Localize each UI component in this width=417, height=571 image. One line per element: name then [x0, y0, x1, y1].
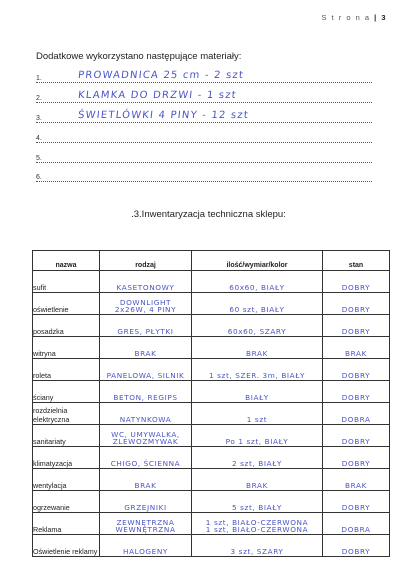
cell-rodzaj: BRAK [100, 469, 192, 491]
cell-nazwa: oświetlenie [33, 293, 100, 315]
cell-ilosc: 60x60, BIAŁY [192, 271, 323, 293]
section-title: .3.Inwentaryzacja techniczna sklepu: [131, 209, 286, 220]
material-number: 2. [36, 95, 42, 102]
table-row [33, 315, 390, 337]
cell-ilosc: Po 1 szt, BIAŁY [192, 425, 323, 447]
cell-stan: DOBRY [323, 271, 390, 293]
table-row [33, 491, 390, 513]
cell-stan: DOBRY [323, 447, 390, 469]
cell-nazwa: Reklama [33, 513, 100, 535]
table-row [33, 403, 390, 425]
cell-rodzaj: PANELOWA, SILNIK [100, 359, 192, 381]
cell-nazwa: roleta [33, 359, 100, 381]
table-row [33, 447, 390, 469]
table-row [33, 425, 390, 447]
cell-ilosc: 1 szt, BIAŁO-CZERWONA 1 szt, BIAŁO-CZERWONA [192, 513, 323, 535]
cell-nazwa: sanitariaty [33, 425, 100, 447]
cell-ilosc: BIAŁY [192, 381, 323, 403]
cell-rodzaj: BETON, REGIPS [100, 381, 192, 403]
header-nazwa: nazwa [33, 251, 100, 271]
cell-stan: DOBRY [323, 315, 390, 337]
inventory-table [32, 250, 390, 557]
material-line-1 [36, 66, 372, 83]
page-number: 3 [381, 13, 387, 22]
cell-rodzaj: NATYNKOWA [100, 403, 192, 425]
material-number: 6. [36, 174, 42, 181]
cell-rodzaj: ZEWNĘTRZNA WEWNĘTRZNA [100, 513, 192, 535]
page-header: S t r o n a | 3 [321, 13, 387, 22]
material-line-3 [36, 106, 372, 123]
cell-ilosc: 60 szt, BIAŁY [192, 293, 323, 315]
cell-stan: DOBRY [323, 535, 390, 557]
cell-ilosc: 1 szt, SZER. 3m, BIAŁY [192, 359, 323, 381]
cell-nazwa: Oświetlenie reklamy [33, 535, 100, 557]
cell-rodzaj: GRZEJNIKI [100, 491, 192, 513]
table-row [33, 359, 390, 381]
header-rodzaj: rodzaj [100, 251, 192, 271]
cell-nazwa: sufit [33, 271, 100, 293]
material-entry: PROWADNICA 25 cm - 2 szt [77, 70, 245, 81]
cell-nazwa: ściany [33, 381, 100, 403]
table-row [33, 535, 390, 557]
cell-stan: DOBRY [323, 293, 390, 315]
cell-ilosc: 5 szt, BIAŁY [192, 491, 323, 513]
header-ilosc: ilość/wymiar/kolor [192, 251, 323, 271]
table-row [33, 381, 390, 403]
cell-rodzaj: BRAK [100, 337, 192, 359]
cell-rodzaj: KASETONOWY [100, 271, 192, 293]
cell-rodzaj: GRES, PŁYTKI [100, 315, 192, 337]
material-number: 4. [36, 135, 42, 142]
materials-title: Dodatkowe wykorzystano następujące materiały: [36, 51, 242, 62]
cell-ilosc: BRAK [192, 469, 323, 491]
cell-stan: DOBRY [323, 425, 390, 447]
cell-ilosc: BRAK [192, 337, 323, 359]
cell-stan: DOBRY [323, 359, 390, 381]
cell-stan: BRAK [323, 469, 390, 491]
cell-nazwa: klimatyzacja [33, 447, 100, 469]
page-label: S t r o n a [321, 13, 371, 22]
cell-nazwa: rozdzielnia elektryczna [33, 403, 100, 425]
cell-stan: DOBRY [323, 491, 390, 513]
cell-nazwa: witryna [33, 337, 100, 359]
material-entry: KLAMKA DO DRZWI - 1 szt [77, 90, 238, 101]
cell-stan: DOBRA [323, 513, 390, 535]
material-number: 3. [36, 115, 42, 122]
cell-rodzaj: DOWNLIGHT 2x26W, 4 PINY [100, 293, 192, 315]
table-row [33, 469, 390, 491]
header-stan: stan [323, 251, 390, 271]
cell-stan: DOBRY [323, 381, 390, 403]
table-row [33, 337, 390, 359]
material-line-4 [36, 126, 372, 143]
cell-ilosc: 1 szt [192, 403, 323, 425]
cell-rodzaj: WC, UMYWALKA, ZLEWOZMYWAK [100, 425, 192, 447]
material-number: 1. [36, 75, 42, 82]
cell-ilosc: 60x60, SZARY [192, 315, 323, 337]
cell-stan: DOBRA [323, 403, 390, 425]
material-number: 5. [36, 155, 42, 162]
table-row [33, 271, 390, 293]
cell-nazwa: wentylacja [33, 469, 100, 491]
material-line-2 [36, 86, 372, 103]
cell-rodzaj: CHIGO, ŚCIENNA [100, 447, 192, 469]
table-row [33, 293, 390, 315]
material-line-6 [36, 165, 372, 182]
cell-ilosc: 3 szt, SZARY [192, 535, 323, 557]
table-header-row [33, 251, 390, 271]
cell-stan: BRAK [323, 337, 390, 359]
cell-rodzaj: HALOGENY [100, 535, 192, 557]
material-line-5 [36, 146, 372, 163]
material-entry: ŚWIETLÓWKI 4 PINY - 12 szt [77, 110, 250, 121]
table-row [33, 513, 390, 535]
cell-nazwa: posadzka [33, 315, 100, 337]
cell-nazwa: ogrzewanie [33, 491, 100, 513]
cell-ilosc: 2 szt, BIAŁY [192, 447, 323, 469]
